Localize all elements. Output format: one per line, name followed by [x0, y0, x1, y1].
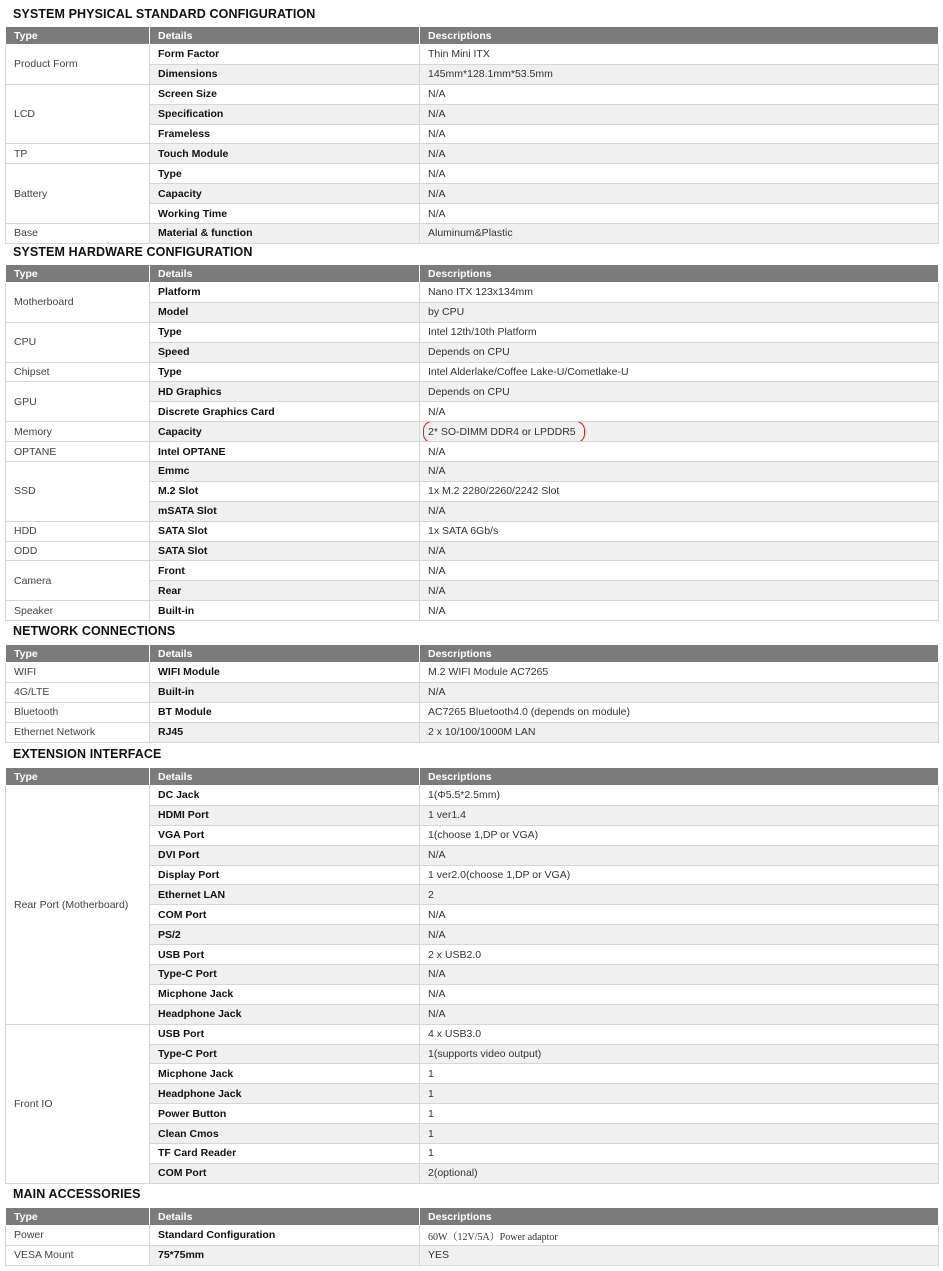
- description-text: Intel 12th/10th Platform: [428, 326, 537, 339]
- table-row: [6, 422, 939, 442]
- table-row: [6, 682, 939, 702]
- header-descriptions: Descriptions: [420, 1208, 939, 1226]
- type-cell: Product Form: [6, 45, 150, 85]
- table-row: [6, 45, 939, 65]
- description-cell: [420, 925, 939, 945]
- description-cell: [420, 965, 939, 985]
- description-cell: [420, 283, 939, 303]
- description-cell: [420, 124, 939, 144]
- section-title: MAIN ACCESSORIES: [13, 1187, 141, 1201]
- detail-cell: Type: [150, 164, 420, 184]
- detail-cell: mSATA Slot: [150, 501, 420, 521]
- detail-cell: Capacity: [150, 422, 420, 442]
- detail-cell: Frameless: [150, 124, 420, 144]
- description-text: N/A: [428, 908, 446, 921]
- description-text: N/A: [428, 108, 446, 121]
- description-text: 1(supports video output): [428, 1048, 542, 1061]
- detail-cell: Type-C Port: [150, 965, 420, 985]
- description-cell: [420, 945, 939, 965]
- description-cell: [420, 362, 939, 382]
- table-header-row: [6, 645, 939, 663]
- detail-cell: Power Button: [150, 1104, 420, 1124]
- type-cell: SSD: [6, 462, 150, 522]
- description-cell: [420, 663, 939, 683]
- detail-cell: Type: [150, 362, 420, 382]
- detail-cell: Clean Cmos: [150, 1124, 420, 1144]
- detail-cell: COM Port: [150, 1163, 420, 1183]
- detail-cell: DVI Port: [150, 845, 420, 865]
- header-descriptions: Descriptions: [420, 645, 939, 663]
- detail-cell: Capacity: [150, 184, 420, 204]
- detail-cell: Rear: [150, 581, 420, 601]
- description-text: 1x SATA 6Gb/s: [428, 525, 499, 538]
- description-cell: [420, 84, 939, 104]
- description-cell: [420, 164, 939, 184]
- description-cell: [420, 722, 939, 742]
- table-row: [6, 1024, 939, 1044]
- description-text: N/A: [428, 584, 446, 597]
- table-header-row: [6, 1208, 939, 1226]
- detail-cell: Built-in: [150, 682, 420, 702]
- detail-cell: Material & function: [150, 224, 420, 244]
- description-text: YES: [428, 1249, 450, 1262]
- type-cell: HDD: [6, 521, 150, 541]
- type-cell: CPU: [6, 322, 150, 362]
- table-row: [6, 1245, 939, 1265]
- description-text: Thin Mini ITX: [428, 48, 490, 61]
- description-text: 60W（12V/5A）Power adaptor: [428, 1231, 558, 1243]
- description-text: N/A: [428, 564, 446, 577]
- description-cell: [420, 541, 939, 561]
- table-row: [6, 442, 939, 462]
- spec-table: [5, 26, 939, 244]
- detail-cell: Specification: [150, 104, 420, 124]
- type-cell: Speaker: [6, 601, 150, 621]
- description-text: Depends on CPU: [428, 346, 510, 359]
- description-text: by CPU: [428, 306, 465, 319]
- description-cell: [420, 1104, 939, 1124]
- detail-cell: Built-in: [150, 601, 420, 621]
- header-type: Type: [6, 645, 150, 663]
- detail-cell: BT Module: [150, 702, 420, 722]
- description-cell: [420, 45, 939, 65]
- description-text: 2 x 10/100/1000M LAN: [428, 726, 536, 739]
- table-row: [6, 601, 939, 621]
- description-cell: [420, 1245, 939, 1265]
- header-type: Type: [6, 265, 150, 283]
- type-cell: Battery: [6, 164, 150, 224]
- description-text: N/A: [428, 505, 446, 518]
- table-header-row: [6, 768, 939, 786]
- description-cell: [420, 144, 939, 164]
- description-cell: [420, 184, 939, 204]
- description-text: N/A: [428, 968, 446, 981]
- description-text: Intel Alderlake/Coffee Lake-U/Cometlake-U: [428, 366, 629, 378]
- description-text: 1(Φ5.5*2.5mm): [428, 789, 500, 802]
- header-descriptions: Descriptions: [420, 27, 939, 45]
- detail-cell: USB Port: [150, 945, 420, 965]
- detail-cell: HD Graphics: [150, 382, 420, 402]
- description-text: N/A: [428, 167, 446, 180]
- description-cell: [420, 322, 939, 342]
- detail-cell: Speed: [150, 342, 420, 362]
- table-header-row: [6, 27, 939, 45]
- table-row: [6, 521, 939, 541]
- description-cell: [420, 501, 939, 521]
- type-cell: Base: [6, 224, 150, 244]
- section-title: SYSTEM PHYSICAL STANDARD CONFIGURATION: [13, 7, 316, 21]
- description-text: N/A: [428, 465, 446, 478]
- detail-cell: VGA Port: [150, 825, 420, 845]
- description-cell: [420, 442, 939, 462]
- type-cell: Memory: [6, 422, 150, 442]
- spec-table: [5, 264, 939, 621]
- detail-cell: SATA Slot: [150, 521, 420, 541]
- table-row: [6, 84, 939, 104]
- type-cell: 4G/LTE: [6, 682, 150, 702]
- description-cell: [420, 702, 939, 722]
- detail-cell: DC Jack: [150, 786, 420, 806]
- type-cell: Power: [6, 1226, 150, 1246]
- header-descriptions: Descriptions: [420, 768, 939, 786]
- type-cell: VESA Mount: [6, 1245, 150, 1265]
- table-row: [6, 462, 939, 482]
- description-cell: [420, 682, 939, 702]
- header-details: Details: [150, 265, 420, 283]
- type-cell: WIFI: [6, 663, 150, 683]
- description-cell: [420, 1004, 939, 1024]
- detail-cell: Screen Size: [150, 84, 420, 104]
- section-title: EXTENSION INTERFACE: [13, 747, 162, 761]
- description-cell: [420, 984, 939, 1004]
- description-text: N/A: [428, 1008, 446, 1021]
- description-cell: [420, 104, 939, 124]
- description-cell: [420, 302, 939, 322]
- type-cell: LCD: [6, 84, 150, 144]
- detail-cell: Type: [150, 322, 420, 342]
- description-text: 1x M.2 2280/2260/2242 Slot: [428, 485, 560, 498]
- description-text: N/A: [428, 445, 446, 458]
- description-cell: [420, 1084, 939, 1104]
- description-cell: [420, 481, 939, 501]
- description-cell: [420, 786, 939, 806]
- description-cell: [420, 382, 939, 402]
- description-text: Aluminum&Plastic: [428, 227, 513, 240]
- detail-cell: TF Card Reader: [150, 1144, 420, 1164]
- header-type: Type: [6, 1208, 150, 1226]
- table-header-row: [6, 265, 939, 283]
- description-cell: [420, 1163, 939, 1183]
- description-text: 2(optional): [428, 1167, 478, 1180]
- table-row: [6, 1226, 939, 1246]
- description-text: N/A: [428, 686, 446, 699]
- detail-cell: Micphone Jack: [150, 1064, 420, 1084]
- type-cell: Ethernet Network: [6, 722, 150, 742]
- description-cell: [420, 1064, 939, 1084]
- description-text: N/A: [428, 604, 446, 617]
- description-text: 1: [428, 1087, 434, 1100]
- detail-cell: Touch Module: [150, 144, 420, 164]
- type-cell: GPU: [6, 382, 150, 422]
- description-cell: [420, 342, 939, 362]
- detail-cell: Front: [150, 561, 420, 581]
- header-details: Details: [150, 645, 420, 663]
- type-cell: TP: [6, 144, 150, 164]
- description-text: 1: [428, 1147, 434, 1160]
- table-row: [6, 541, 939, 561]
- description-text: N/A: [428, 988, 446, 1001]
- description-cell: [420, 805, 939, 825]
- detail-cell: Emmc: [150, 462, 420, 482]
- section-title: SYSTEM HARDWARE CONFIGURATION: [13, 245, 253, 259]
- type-cell: Camera: [6, 561, 150, 601]
- table-row: [6, 283, 939, 303]
- description-cell: [420, 422, 939, 442]
- description-text: N/A: [428, 405, 446, 418]
- detail-cell: Type-C Port: [150, 1044, 420, 1064]
- detail-cell: HDMI Port: [150, 805, 420, 825]
- header-descriptions: Descriptions: [420, 265, 939, 283]
- description-text: 1(choose 1,DP or VGA): [428, 829, 539, 842]
- description-text: 4 x USB3.0: [428, 1028, 482, 1041]
- detail-cell: Display Port: [150, 865, 420, 885]
- description-text: 1: [428, 1107, 434, 1120]
- description-cell: [420, 521, 939, 541]
- description-text: 2: [428, 888, 434, 901]
- description-text: 1 ver2.0(choose 1,DP or VGA): [428, 869, 571, 881]
- type-cell: OPTANE: [6, 442, 150, 462]
- header-type: Type: [6, 768, 150, 786]
- table-row: [6, 164, 939, 184]
- detail-cell: Headphone Jack: [150, 1084, 420, 1104]
- description-text: N/A: [428, 147, 446, 160]
- spec-table: [5, 767, 939, 1184]
- description-cell: [420, 204, 939, 224]
- detail-cell: Micphone Jack: [150, 984, 420, 1004]
- description-cell: [420, 885, 939, 905]
- table-row: [6, 362, 939, 382]
- description-cell: [420, 1144, 939, 1164]
- type-cell: Bluetooth: [6, 702, 150, 722]
- description-text: 2* SO-DIMM DDR4 or LPDDR5: [428, 425, 576, 438]
- description-text: AC7265 Bluetooth4.0 (depends on module): [428, 706, 630, 719]
- description-cell: [420, 601, 939, 621]
- detail-cell: Headphone Jack: [150, 1004, 420, 1024]
- type-cell: Motherboard: [6, 283, 150, 323]
- description-text: Depends on CPU: [428, 385, 510, 398]
- description-text: 1: [428, 1067, 434, 1080]
- description-text: N/A: [428, 849, 446, 862]
- highlighted-value: [428, 426, 576, 438]
- spec-table: [5, 644, 939, 743]
- header-type: Type: [6, 27, 150, 45]
- description-text: N/A: [428, 207, 446, 220]
- table-row: [6, 663, 939, 683]
- header-details: Details: [150, 27, 420, 45]
- section-title: NETWORK CONNECTIONS: [13, 624, 176, 638]
- description-cell: [420, 1024, 939, 1044]
- description-text: N/A: [428, 187, 446, 200]
- detail-cell: COM Port: [150, 905, 420, 925]
- description-text: 145mm*128.1mm*53.5mm: [428, 68, 553, 81]
- table-row: [6, 722, 939, 742]
- detail-cell: Form Factor: [150, 45, 420, 65]
- description-text: N/A: [428, 928, 446, 941]
- type-cell: Chipset: [6, 362, 150, 382]
- description-cell: [420, 905, 939, 925]
- detail-cell: Standard Configuration: [150, 1226, 420, 1246]
- description-cell: [420, 1044, 939, 1064]
- detail-cell: Discrete Graphics Card: [150, 402, 420, 422]
- description-cell: [420, 1124, 939, 1144]
- table-row: [6, 144, 939, 164]
- type-cell: Front IO: [6, 1024, 150, 1183]
- header-details: Details: [150, 768, 420, 786]
- description-text: M.2 WIFI Module AC7265: [428, 666, 549, 679]
- table-row: [6, 224, 939, 244]
- detail-cell: RJ45: [150, 722, 420, 742]
- description-text: N/A: [428, 128, 446, 140]
- detail-cell: Ethernet LAN: [150, 885, 420, 905]
- description-text: N/A: [428, 545, 446, 558]
- detail-cell: Working Time: [150, 204, 420, 224]
- detail-cell: Platform: [150, 283, 420, 303]
- description-cell: [420, 64, 939, 84]
- description-text: 2 x USB2.0: [428, 948, 482, 961]
- description-cell: [420, 865, 939, 885]
- description-cell: [420, 1226, 939, 1246]
- detail-cell: M.2 Slot: [150, 481, 420, 501]
- description-cell: [420, 402, 939, 422]
- detail-cell: PS/2: [150, 925, 420, 945]
- table-row: [6, 561, 939, 581]
- description-text: Nano ITX 123x134mm: [428, 286, 534, 299]
- detail-cell: 75*75mm: [150, 1245, 420, 1265]
- description-cell: [420, 825, 939, 845]
- table-row: [6, 382, 939, 402]
- description-cell: [420, 581, 939, 601]
- detail-cell: USB Port: [150, 1024, 420, 1044]
- table-row: [6, 322, 939, 342]
- detail-cell: Intel OPTANE: [150, 442, 420, 462]
- description-text: 1: [428, 1127, 434, 1140]
- table-row: [6, 702, 939, 722]
- detail-cell: Model: [150, 302, 420, 322]
- description-cell: [420, 462, 939, 482]
- header-details: Details: [150, 1208, 420, 1226]
- description-text: 1 ver1.4: [428, 809, 466, 822]
- detail-cell: WIFI Module: [150, 663, 420, 683]
- detail-cell: Dimensions: [150, 64, 420, 84]
- detail-cell: SATA Slot: [150, 541, 420, 561]
- type-cell: ODD: [6, 541, 150, 561]
- table-row: [6, 786, 939, 806]
- description-cell: [420, 845, 939, 865]
- description-text: N/A: [428, 88, 446, 101]
- description-cell: [420, 561, 939, 581]
- description-cell: [420, 224, 939, 244]
- spec-table: [5, 1207, 939, 1266]
- type-cell: Rear Port (Motherboard): [6, 786, 150, 1025]
